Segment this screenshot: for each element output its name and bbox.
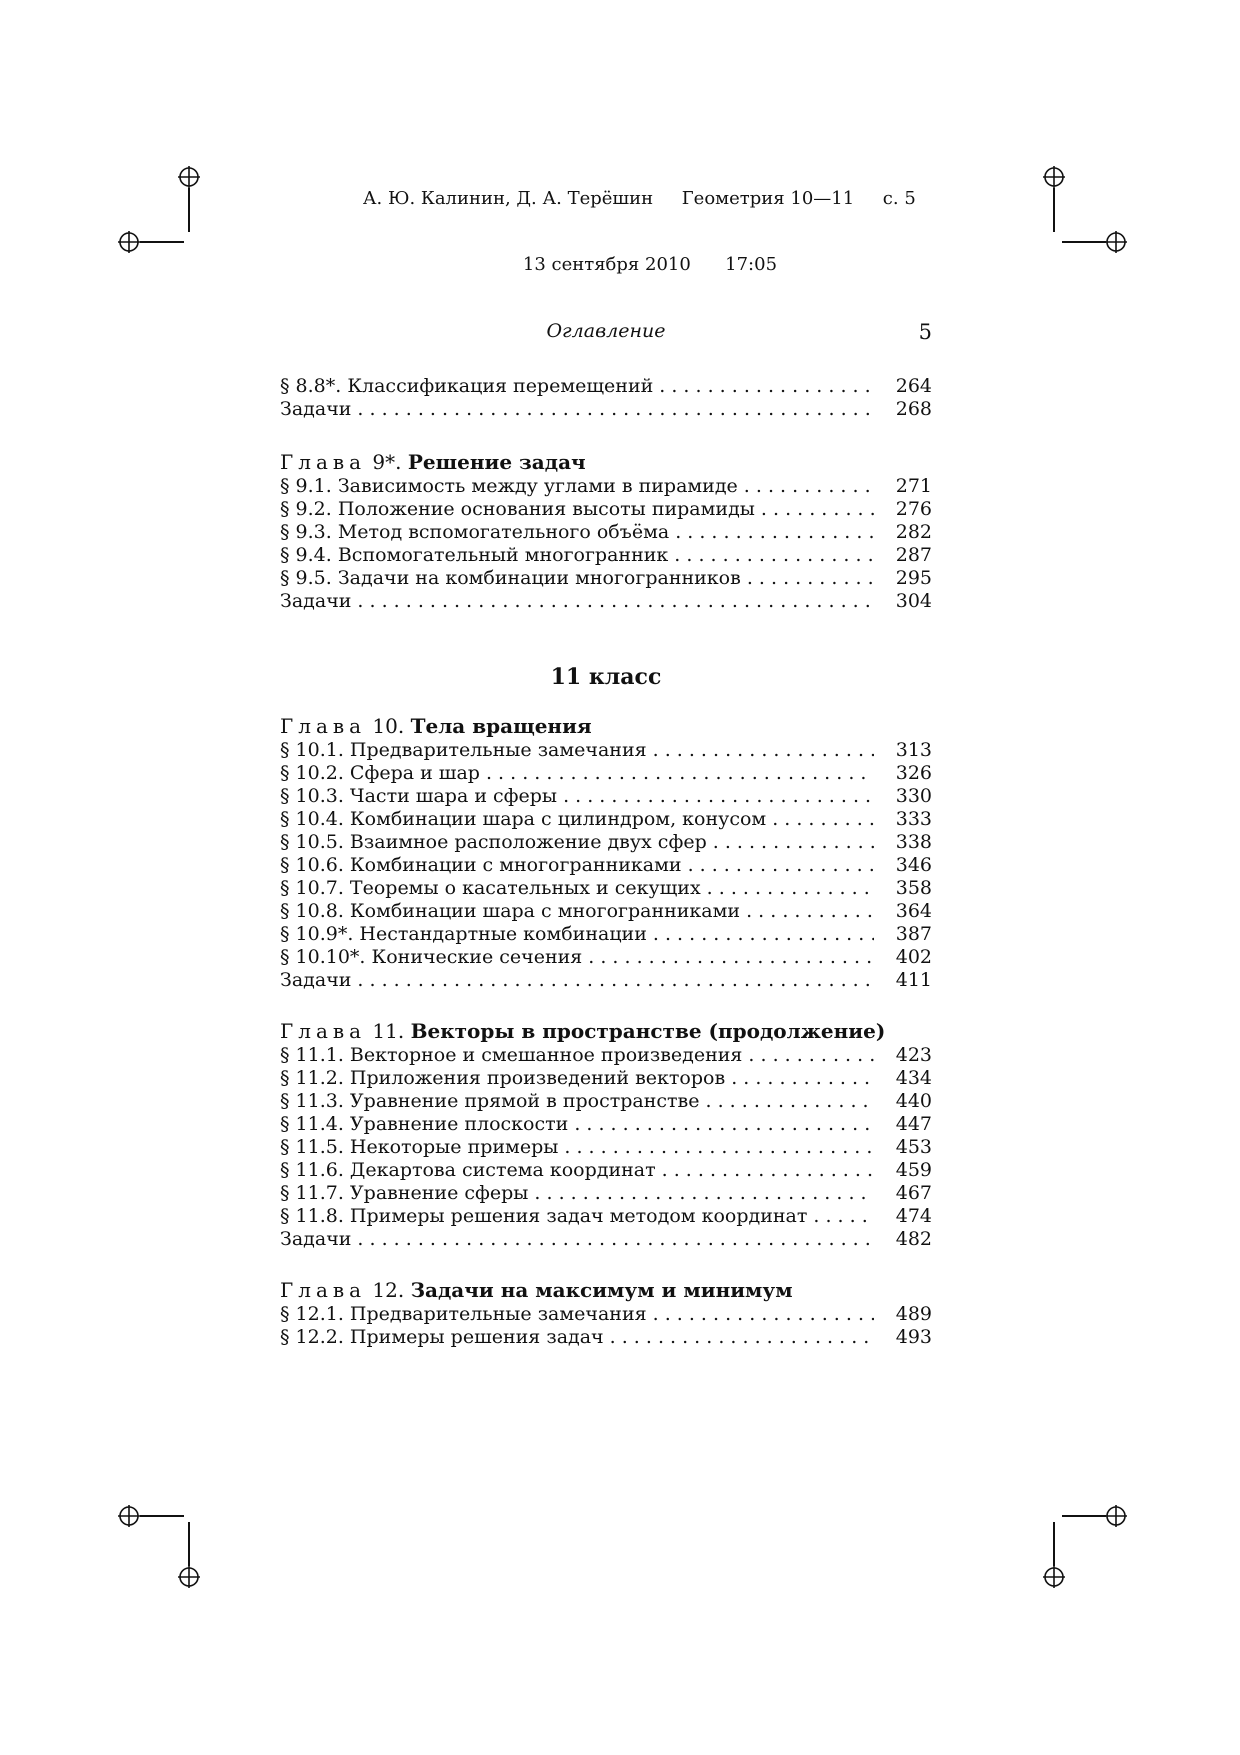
chapter-heading-11 (280, 1018, 932, 1044)
leader-dots (675, 521, 874, 544)
toc-entry (280, 1113, 932, 1136)
leader-dots (588, 946, 874, 969)
toc-entry (280, 739, 932, 762)
toc-entry-label: Задачи (280, 969, 352, 991)
toc-entry-label: § 9.2. Положение основания высоты пирамиды (280, 498, 755, 520)
toc-entry-label: § 10.2. Сфера и шар (280, 762, 480, 784)
toc-entry-label: § 11.1. Векторное и смешанное произведения (280, 1044, 743, 1066)
leader-dots (357, 398, 874, 421)
toc-entry-page: 411 (895, 969, 932, 991)
slug-book-title: Геометрия 10—11 (681, 188, 855, 209)
chapter-title: Решение задач (407, 450, 586, 474)
toc-entry (280, 1044, 932, 1067)
leader-dots (748, 1044, 874, 1067)
leader-dots (610, 1326, 874, 1349)
toc-entry-label: § 11.3. Уравнение прямой в пространстве (280, 1090, 700, 1112)
slug-time: 17:05 (725, 254, 778, 275)
chapter-number: 10. (372, 714, 405, 738)
toc-entry (280, 946, 932, 969)
slug-date: 13 сентября 2010 (522, 254, 691, 275)
leader-dots (674, 544, 874, 567)
print-slug (340, 166, 916, 298)
toc-entry-label: § 10.3. Части шара и сферы (280, 785, 558, 807)
toc-entry-page: 346 (895, 854, 932, 876)
toc-entry-page: 434 (895, 1067, 932, 1089)
table-of-contents (280, 375, 932, 1349)
leader-dots (713, 831, 874, 854)
toc-entry-label: § 10.9*. Нестандартные комбинации (280, 923, 647, 945)
toc-entry-label: § 11.7. Уравнение сферы (280, 1182, 529, 1204)
running-head (280, 320, 932, 346)
toc-entry-label: Задачи (280, 590, 352, 612)
registration-target-icon (1043, 1566, 1065, 1588)
toc-entry-page: 459 (895, 1159, 932, 1181)
toc-entry-page: 264 (895, 375, 932, 397)
toc-entry (280, 1205, 932, 1228)
toc-entry-page: 440 (895, 1090, 932, 1112)
toc-entry-page: 387 (895, 923, 932, 945)
toc-entry (280, 923, 932, 946)
toc-entry-label: § 11.5. Некоторые примеры (280, 1136, 559, 1158)
leader-dots (761, 498, 874, 521)
toc-entry (280, 1159, 932, 1182)
leader-dots (813, 1205, 874, 1228)
toc-entry (280, 1326, 932, 1349)
toc-entry-page: 313 (895, 739, 932, 761)
page-number: 5 (918, 320, 932, 344)
registration-target-icon (1105, 231, 1127, 253)
toc-entry (280, 969, 932, 992)
leader-dots (534, 1182, 874, 1205)
leader-dots (653, 1303, 874, 1326)
leader-dots (574, 1113, 874, 1136)
toc-entry (280, 544, 932, 567)
toc-entry-page: 287 (895, 544, 932, 566)
registration-target-icon (1043, 166, 1065, 188)
chapter-word: Глава (280, 714, 367, 738)
toc-entry (280, 567, 932, 590)
toc-entry-label: § 10.4. Комбинации шара с цилиндром, конусом (280, 808, 767, 830)
leader-dots (746, 900, 874, 923)
chapter-title: Задачи на максимум и минимум (410, 1278, 793, 1302)
leader-dots (563, 785, 874, 808)
toc-entry (280, 1136, 932, 1159)
toc-entry (280, 854, 932, 877)
leader-dots (688, 854, 874, 877)
toc-entry-page: 338 (895, 831, 932, 853)
toc-entry-page: 474 (895, 1205, 932, 1227)
toc-entry (280, 1090, 932, 1113)
toc-entry (280, 498, 932, 521)
leader-dots (662, 1159, 874, 1182)
toc-entry-page: 268 (895, 398, 932, 420)
leader-dots (357, 1228, 874, 1251)
leader-dots (772, 808, 874, 831)
slug-page-ref: с. 5 (882, 188, 916, 209)
leader-dots (706, 1090, 875, 1113)
toc-entry-page: 333 (895, 808, 932, 830)
chapter-number: 12. (372, 1278, 405, 1302)
toc-entry (280, 375, 932, 398)
toc-entry-label: § 12.1. Предварительные замечания (280, 1303, 647, 1325)
chapter-number: 9*. (372, 450, 402, 474)
toc-entry (280, 808, 932, 831)
toc-entry (280, 900, 932, 923)
toc-entry-page: 447 (895, 1113, 932, 1135)
chapter-word: Глава (280, 1278, 367, 1302)
leader-dots (731, 1067, 874, 1090)
chapter-word: Глава (280, 450, 367, 474)
toc-entry-page: 489 (895, 1303, 932, 1325)
toc-entry-page: 482 (895, 1228, 932, 1250)
chapter-word: Глава (280, 1019, 367, 1043)
toc-entry-page: 304 (895, 590, 932, 612)
toc-entry-label: Задачи (280, 398, 352, 420)
chapter-title: Векторы в пространстве (продолжение) (410, 1019, 886, 1043)
registration-target-icon (118, 1505, 140, 1527)
toc-entry-page: 271 (895, 475, 932, 497)
toc-entry (280, 521, 932, 544)
chapter-heading-12 (280, 1277, 932, 1303)
registration-target-icon (178, 1566, 200, 1588)
chapter-number: 11. (372, 1019, 405, 1043)
toc-entry-page: 423 (895, 1044, 932, 1066)
toc-entry-page: 364 (895, 900, 932, 922)
toc-entry-page: 326 (895, 762, 932, 784)
toc-entry-page: 467 (895, 1182, 932, 1204)
toc-entry-label: Задачи (280, 1228, 352, 1250)
slug-authors: А. Ю. Калинин, Д. А. Терёшин (362, 188, 654, 209)
leader-dots (744, 475, 874, 498)
leader-dots (357, 969, 874, 992)
toc-entry-label: § 9.4. Вспомогательный многогранник (280, 544, 669, 566)
toc-entry-label: § 10.7. Теоремы о касательных и секущих (280, 877, 701, 899)
toc-entry-label: § 11.6. Декартова система координат (280, 1159, 656, 1181)
toc-entry (280, 1228, 932, 1251)
leader-dots (357, 590, 874, 613)
registration-target-icon (178, 166, 200, 188)
toc-entry-label: § 8.8*. Классификация перемещений (280, 375, 654, 397)
toc-entry-page: 358 (895, 877, 932, 899)
chapter-title: Тела вращения (410, 714, 592, 738)
toc-entry-page: 402 (895, 946, 932, 968)
toc-entry-label: § 11.8. Примеры решения задач методом координат (280, 1205, 808, 1227)
toc-entry-label: § 11.4. Уравнение плоскости (280, 1113, 569, 1135)
chapter-heading-9 (280, 449, 932, 475)
leader-dots (653, 923, 874, 946)
toc-entry (280, 785, 932, 808)
toc-entry-label: § 9.5. Задачи на комбинации многогранников (280, 567, 741, 589)
toc-entry-page: 493 (895, 1326, 932, 1348)
toc-entry-page: 276 (895, 498, 932, 520)
toc-entry-label: § 10.10*. Конические сечения (280, 946, 583, 968)
toc-entry-label: § 12.2. Примеры решения задач (280, 1326, 604, 1348)
toc-entry (280, 831, 932, 854)
registration-target-icon (1105, 1505, 1127, 1527)
leader-dots (486, 762, 874, 785)
toc-entry-label: § 10.6. Комбинации с многогранниками (280, 854, 682, 876)
toc-entry-label: § 9.1. Зависимость между углами в пирамиде (280, 475, 738, 497)
leader-dots (653, 739, 874, 762)
toc-entry (280, 475, 932, 498)
toc-entry-page: 330 (895, 785, 932, 807)
toc-entry (280, 1182, 932, 1205)
registration-target-icon (118, 231, 140, 253)
leader-dots (659, 375, 874, 398)
toc-entry (280, 1303, 932, 1326)
running-head-title: Оглавление (546, 320, 666, 342)
toc-entry-label: § 10.5. Взаимное расположение двух сфер (280, 831, 707, 853)
toc-entry-page: 295 (895, 567, 932, 589)
toc-entry-label: § 10.8. Комбинации шара с многогранниками (280, 900, 741, 922)
toc-entry-label: § 11.2. Приложения произведений векторов (280, 1067, 726, 1089)
toc-entry-page: 453 (895, 1136, 932, 1158)
leader-dots (564, 1136, 874, 1159)
toc-entry-label: § 9.3. Метод вспомогательного объёма (280, 521, 670, 543)
toc-entry (280, 398, 932, 421)
chapter-heading-10 (280, 713, 932, 739)
class-heading: 11 класс (550, 664, 662, 690)
leader-dots (707, 877, 874, 900)
toc-entry (280, 1067, 932, 1090)
leader-dots (747, 567, 874, 590)
toc-entry (280, 877, 932, 900)
toc-entry-label: § 10.1. Предварительные замечания (280, 739, 647, 761)
toc-entry-page: 282 (895, 521, 932, 543)
toc-entry (280, 590, 932, 613)
toc-entry (280, 762, 932, 785)
